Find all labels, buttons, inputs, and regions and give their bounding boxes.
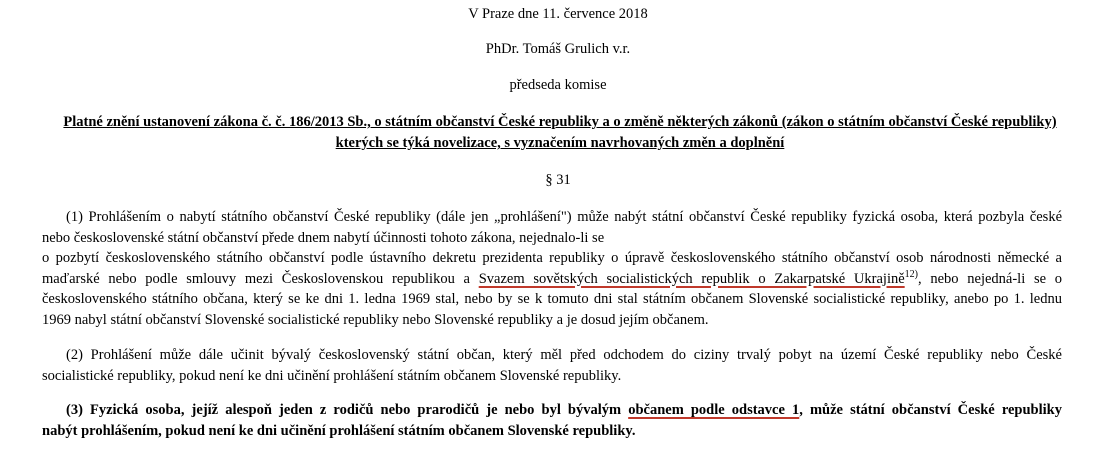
marked-change-text: občanem podle odstavce 1	[628, 402, 800, 418]
footnote-reference: 12)	[904, 268, 919, 280]
paragraph-1-line-5: československého státního občana, který se ke dni 1. ledna 1969 stal, nebo by se k tomuto dni stal státním občanem Slovenské socialistické republiky, anebo po 1. lednu	[42, 291, 1062, 307]
signatory-role: předseda komise	[509, 77, 607, 93]
paragraph-1-line-4	[42, 269, 1062, 290]
paragraph-3	[42, 400, 1062, 441]
paragraph-2	[42, 345, 1062, 386]
paragraph-2-line-1: (2) Prohlášení může dále učinit bývalý československý státní občan, který měl před odchodem do ciziny trvalý pobyt na území České republiky nebo České	[66, 347, 1062, 363]
paragraph-3-line-1-text: (3) Fyzická osoba, jejíž alespoň jeden z rodičů nebo prarodičů je nebo byl bývalým	[66, 402, 629, 418]
paragraph-1-line-4-text: maďarské nebo podle smlouvy mezi Československou republikou a	[42, 270, 479, 287]
paragraph-1-line-2: nebo československé státní občanství přede dnem nabytí účinnosti tohoto zákona, nejednalo-li se	[42, 229, 605, 246]
signatory-name: PhDr. Tomáš Grulich v.r.	[485, 41, 631, 57]
paragraph-1-line-4-tail: , nebo nejedná-li se o	[918, 270, 1062, 287]
paragraph-3-line-2: nabýt prohlášením, pokud není ke dni učinění prohlášení státním občanem Slovenské republiky.	[42, 422, 636, 439]
paragraph-2-line-2: socialistické republiky, pokud není ke dni učinění prohlášení státním občanem Slovenské republiky.	[42, 367, 622, 384]
section-number: § 31	[545, 172, 571, 188]
paragraph-1-line-1: (1) Prohlášením o nabytí státního občanství České republiky (dále jen „prohlášení") může nabýt státní občanství České republiky fyzická osoba, která pozbyla české	[66, 209, 1062, 225]
paragraph-3-line-1-tail: , může státní občanství České republiky	[799, 402, 1062, 418]
paragraph-1-line-6: 1969 nabyl státní občanství Slovenské socialistické republiky nebo Slovenské republiky a je dosud jejím občanem.	[42, 311, 709, 328]
marked-change-text: Svazem sovětských socialistických republik o Zakarpatské Ukrajině	[478, 270, 905, 287]
date-line: V Praze dne 11. července 2018	[468, 6, 648, 22]
paragraph-1-line-3: o pozbytí československého státního občanství podle ústavního dekretu prezidenta republiky o úpravě československého státního občanství osob národnosti německé a	[42, 250, 1062, 266]
document-heading: Platné znění ustanovení zákona č. č. 186/2013 Sb., o státním občanství České republiky a o změně některých zákonů (zákon o státním občanství České republiky) kterých se týká novelizace, s vyznačením navrhovaných změn a doplnění	[63, 114, 1057, 151]
paragraph-1	[42, 207, 1062, 330]
paragraph-3-line-1	[42, 400, 1062, 421]
